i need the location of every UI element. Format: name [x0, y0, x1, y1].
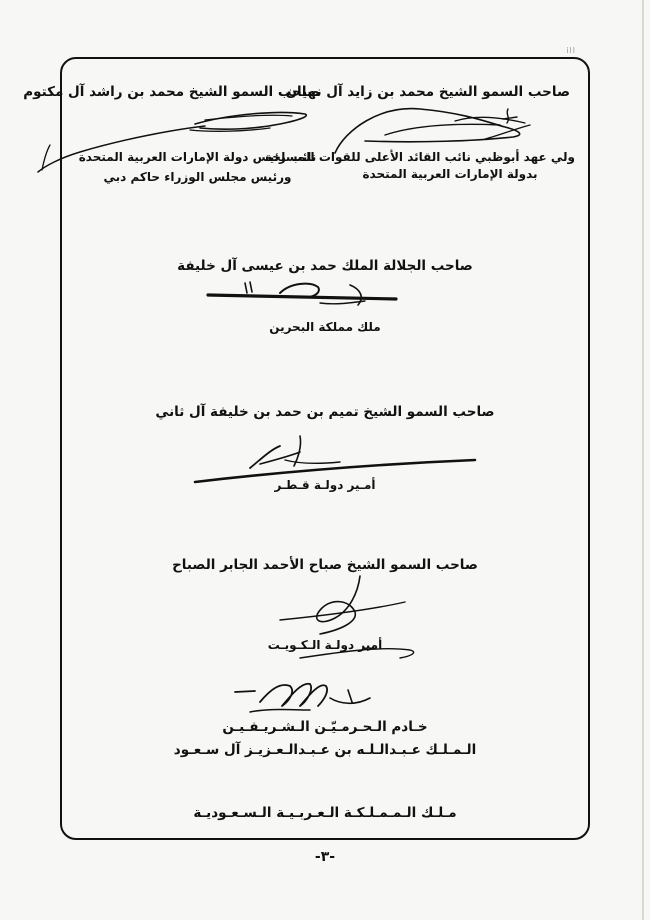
- signatory-title-saudi-line1: خـادم الـحـرمـيّـن الـشـريـفـيـن: [222, 719, 428, 735]
- signatory-title-saudi-line2: الـمـلـك عـبـدالـلـه بن عـبـدالـعـزيـز آل سـعـود: [173, 742, 477, 758]
- signatory-title-qatar: صاحب السمو الشيخ تميم بن حمد بن خليفة آل ثاني: [155, 404, 495, 420]
- role-qatar: أمـير دولـة قـطـر: [274, 478, 376, 492]
- role-bahrain: ملك مملكة البحرين: [269, 320, 381, 334]
- role-mbr-line2: ورئيس مجلس الوزراء حاكم دبي: [103, 170, 292, 184]
- signature-bahrain: [200, 275, 410, 315]
- role-mbr-line1: نائب رئيس دولة الإمارات العربية المتحدة: [78, 150, 317, 164]
- role-mbz-line2: بدولة الإمارات العربية المتحدة: [362, 167, 538, 181]
- role-mbz-line1: ولي عهد أبوظبي نائب القائد الأعلى للقوات المسلحة: [264, 150, 575, 164]
- corner-mark: ill: [566, 46, 576, 55]
- page-number: -٣-: [314, 849, 336, 865]
- role-saudi: مـلـك الـمـمـلـكـة الـعـربـيـة الـسـعـوديـة: [193, 805, 457, 821]
- signatory-title-bahrain: صاحب الجلالة الملك حمد بن عيسى آل خليفة: [177, 258, 473, 274]
- page-edge: [642, 0, 644, 920]
- role-kuwait: أمير دولـة الـكـويـت: [267, 638, 383, 652]
- signature-kuwait: [240, 572, 420, 672]
- signatory-title-kuwait: صاحب السمو الشيخ صباح الأحمد الجابر الصباح: [172, 557, 478, 573]
- signatory-title-mbr: صاحب السمو الشيخ محمد بن راشد آل مكتوم: [23, 84, 320, 100]
- signatory-title-mbz: صاحب السمو الشيخ محمد بن زايد آل نهيان: [285, 84, 570, 100]
- signature-mbr: [30, 100, 320, 180]
- signature-saudi: [230, 668, 380, 723]
